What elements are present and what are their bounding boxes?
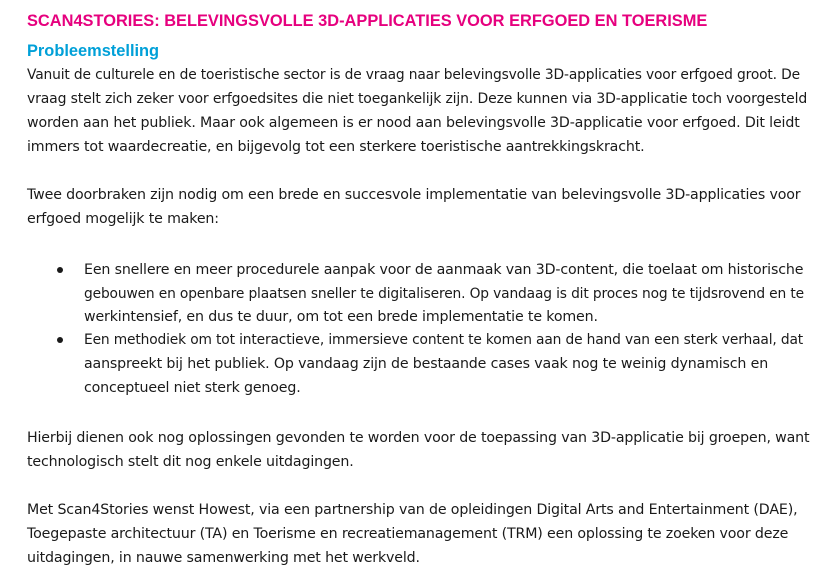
paragraph-line: worden aan het publiek. Maar ook algemeen is er nood aan belevingsvolle 3D-applicatie voor erfgoed. Dit leidt [27,115,800,131]
bullet-icon [57,267,63,273]
paragraph-line: Hierbij dienen ook nog oplossingen gevonden te worden voor de toepassing van 3D-applicatie bij groepen, want [27,430,810,446]
paragraph-line: uitdagingen, in nauwe samenwerking met het werkveld. [27,550,420,566]
list-item-line: gebouwen en openbare plaatsen sneller te digitaliseren. Op vandaag is dit proces nog te tijdsrovend en te [84,286,804,302]
list-item-line: Een methodiek om tot interactieve, immersieve content te komen aan de hand van een sterk verhaal, dat [84,332,804,348]
list-item-line: conceptueel niet sterk genoeg. [84,380,301,396]
paragraph-line: Toegepaste architectuur (TA) en Toerisme en recreatiemanagement (TRM) een oplossing te zoeken voor deze [27,526,789,542]
paragraph-line: vraag stelt zich zeker voor erfgoedsites die niet toegankelijk zijn. Deze kunnen via 3D-applicatie toch voorgesteld [27,91,808,107]
list-item-line: aanspreekt bij het publiek. Op vandaag zijn de bestaande cases vaak nog te weinig dynamisch en [84,356,769,372]
paragraph-line: Vanuit de culturele en de toeristische sector is de vraag naar belevingsvolle 3D-applicaties voor erfgoed groot. De [27,67,800,83]
list-item-line: werkintensief, en dus te duur, om tot een brede implementatie te komen. [84,309,598,325]
paragraph-line: erfgoed mogelijk te maken: [27,211,219,227]
paragraph-line: Met Scan4Stories wenst Howest, via een partnership van de opleidingen Digital Arts and Entertainment (DAE), [27,502,798,518]
paragraph-line: immers tot waardecreatie, en bijgevolg tot een sterkere toeristische aantrekkingskracht. [27,139,645,155]
bullet-icon [57,337,63,343]
document-title: SCAN4STORIES: BELEVINGSVOLLE 3D-APPLICATIES VOOR ERFGOED EN TOERISME [27,12,708,30]
paragraph-line: technologisch stelt dit nog enkele uitdagingen. [27,454,354,470]
paragraph-line: Twee doorbraken zijn nodig om een brede en succesvole implementatie van belevingsvolle 3D-applicaties voor [27,187,801,203]
list-item-line: Een snellere en meer procedurele aanpak voor de aanmaak van 3D-content, die toelaat om historische [84,262,804,278]
section-heading: Probleemstelling [27,42,160,60]
